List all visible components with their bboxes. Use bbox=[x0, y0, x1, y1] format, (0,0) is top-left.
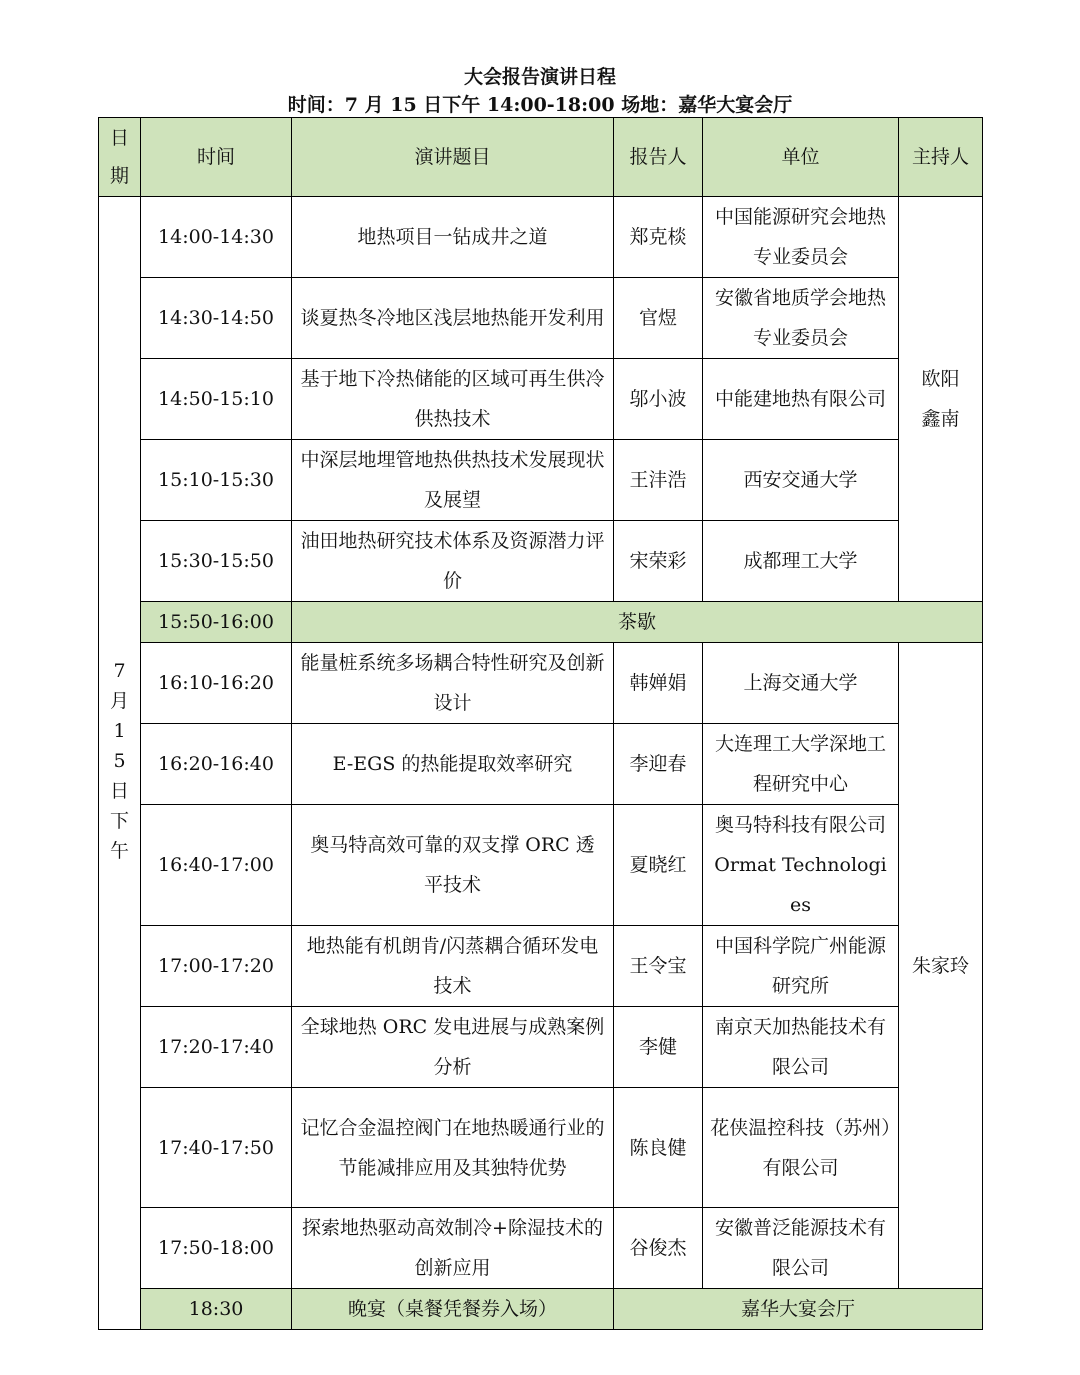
row-speaker: 官煜 bbox=[614, 278, 703, 359]
header-date: 日期 bbox=[99, 118, 141, 197]
row-speaker: 李健 bbox=[614, 1007, 703, 1088]
row-time: 17:20-17:40 bbox=[141, 1007, 292, 1088]
table-row bbox=[99, 278, 983, 359]
row-topic: 全球地热 ORC 发电进展与成熟案例分析 bbox=[292, 1007, 614, 1088]
break-label: 茶歇 bbox=[292, 602, 983, 643]
row-time: 17:50-18:00 bbox=[141, 1208, 292, 1289]
table-row bbox=[99, 724, 983, 805]
table-row bbox=[99, 197, 983, 278]
table-row bbox=[99, 926, 983, 1007]
row-time: 15:10-15:30 bbox=[141, 440, 292, 521]
header-host: 主持人 bbox=[899, 118, 983, 197]
row-topic: 地热能有机朗肯/闪蒸耦合循环发电技术 bbox=[292, 926, 614, 1007]
row-time: 17:40-17:50 bbox=[141, 1088, 292, 1208]
row-unit: 安徽普泛能源技术有限公司 bbox=[703, 1208, 899, 1289]
row-topic: 地热项目一钻成井之道 bbox=[292, 197, 614, 278]
row-topic: 中深层地埋管地热供热技术发展现状及展望 bbox=[292, 440, 614, 521]
row-speaker: 李迎春 bbox=[614, 724, 703, 805]
header-unit: 单位 bbox=[703, 118, 899, 197]
row-unit: 花侠温控科技（苏州）有限公司 bbox=[703, 1088, 899, 1208]
header-topic: 演讲题目 bbox=[292, 118, 614, 197]
row-time: 16:20-16:40 bbox=[141, 724, 292, 805]
row-topic: 记忆合金温控阀门在地热暖通行业的节能减排应用及其独特优势 bbox=[292, 1088, 614, 1208]
row-unit: 中能建地热有限公司 bbox=[703, 359, 899, 440]
row-unit: 中国能源研究会地热专业委员会 bbox=[703, 197, 899, 278]
row-speaker: 韩婵娟 bbox=[614, 643, 703, 724]
break-time: 15:50-16:00 bbox=[141, 602, 292, 643]
row-unit: 大连理工大学深地工程研究中心 bbox=[703, 724, 899, 805]
dinner-time: 18:30 bbox=[141, 1289, 292, 1330]
table-row bbox=[99, 440, 983, 521]
row-time: 14:50-15:10 bbox=[141, 359, 292, 440]
page-title: 大会报告演讲日程 bbox=[463, 66, 616, 88]
row-speaker: 郑克棪 bbox=[614, 197, 703, 278]
row-topic: E-EGS 的热能提取效率研究 bbox=[292, 724, 614, 805]
dinner-venue: 嘉华大宴会厅 bbox=[614, 1289, 983, 1330]
row-speaker: 陈良健 bbox=[614, 1088, 703, 1208]
break-row bbox=[99, 602, 983, 643]
table-row bbox=[99, 1007, 983, 1088]
date-cell: 7月15日下午 bbox=[99, 197, 141, 1330]
row-unit: 中国科学院广州能源研究所 bbox=[703, 926, 899, 1007]
row-unit: 上海交通大学 bbox=[703, 643, 899, 724]
row-time: 14:30-14:50 bbox=[141, 278, 292, 359]
row-unit: 南京天加热能技术有限公司 bbox=[703, 1007, 899, 1088]
row-speaker: 夏晓红 bbox=[614, 805, 703, 926]
header-speaker: 报告人 bbox=[614, 118, 703, 197]
dinner-row bbox=[99, 1289, 983, 1330]
row-topic: 能量桩系统多场耦合特性研究及创新设计 bbox=[292, 643, 614, 724]
table-row bbox=[99, 521, 983, 602]
row-unit: 成都理工大学 bbox=[703, 521, 899, 602]
row-unit: 安徽省地质学会地热专业委员会 bbox=[703, 278, 899, 359]
page-subtitle: 时间：7 月 15 日下午 14:00-18:00 场地：嘉华大宴会厅 bbox=[287, 94, 793, 116]
row-time: 16:40-17:00 bbox=[141, 805, 292, 926]
row-speaker: 王令宝 bbox=[614, 926, 703, 1007]
schedule-table bbox=[98, 117, 983, 1330]
row-speaker: 谷俊杰 bbox=[614, 1208, 703, 1289]
host-cell-2: 朱家玲 bbox=[899, 643, 983, 1289]
row-topic: 谈夏热冬冷地区浅层地热能开发利用 bbox=[292, 278, 614, 359]
row-time: 15:30-15:50 bbox=[141, 521, 292, 602]
header-time: 时间 bbox=[141, 118, 292, 197]
dinner-label: 晚宴（桌餐凭餐券入场） bbox=[292, 1289, 614, 1330]
table-row bbox=[99, 1088, 983, 1208]
row-speaker: 王沣浩 bbox=[614, 440, 703, 521]
table-row bbox=[99, 805, 983, 926]
table-row bbox=[99, 1208, 983, 1289]
table-row bbox=[99, 359, 983, 440]
row-unit: 西安交通大学 bbox=[703, 440, 899, 521]
row-topic: 油田地热研究技术体系及资源潜力评价 bbox=[292, 521, 614, 602]
table-row bbox=[99, 643, 983, 724]
table-header-row bbox=[99, 118, 983, 197]
row-time: 14:00-14:30 bbox=[141, 197, 292, 278]
row-speaker: 邬小波 bbox=[614, 359, 703, 440]
row-time: 16:10-16:20 bbox=[141, 643, 292, 724]
host-cell-1: 欧阳鑫南 bbox=[899, 197, 983, 602]
row-topic: 奥马特高效可靠的双支撑 ORC 透平技术 bbox=[292, 805, 614, 926]
row-time: 17:00-17:20 bbox=[141, 926, 292, 1007]
row-unit: 奥马特科技有限公司 Ormat Technologies bbox=[703, 805, 899, 926]
row-topic: 基于地下冷热储能的区域可再生供冷供热技术 bbox=[292, 359, 614, 440]
row-topic: 探索地热驱动高效制冷+除湿技术的创新应用 bbox=[292, 1208, 614, 1289]
row-speaker: 宋荣彩 bbox=[614, 521, 703, 602]
